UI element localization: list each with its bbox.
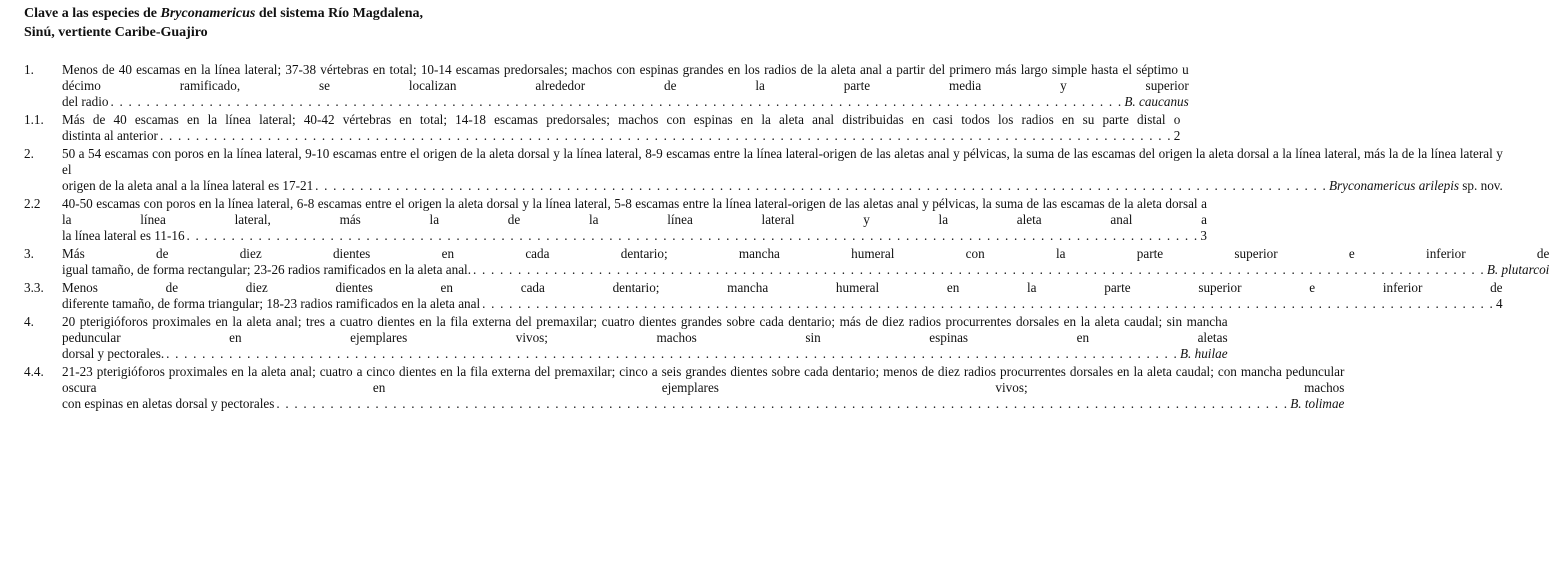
key-entry <box>24 112 1181 144</box>
entry-final-text: la línea lateral es 11-16 <box>62 228 185 243</box>
entry-description: 40-50 escamas con poros en la línea lateral, 6-8 escamas entre el origen la aleta dorsal y la línea lateral, 5-8 escamas entre la línea lateral-origen de las aletas anal y pélvicas, la suma de las escamas de la aleta dorsal a la línea lateral, más la de la línea lateral y la aleta anal a <box>62 196 1207 227</box>
target-name: B. caucanus <box>1124 94 1189 109</box>
key-entry <box>24 62 1189 110</box>
entry-number: 1.1. <box>24 112 44 127</box>
entry-final-text: igual tamaño, de forma rectangular; 23-26 radios ramificados en la aleta anal. <box>62 262 472 277</box>
dot-leader <box>473 262 1485 278</box>
title-genus: Bryconamericus <box>160 6 256 21</box>
entry-target <box>1124 94 1188 110</box>
target-name: B. tolimae <box>1290 396 1345 411</box>
key-entry <box>24 280 1503 312</box>
key-title <box>24 4 627 42</box>
key-entry <box>24 314 1228 362</box>
entry-final-text: del radio <box>62 94 109 109</box>
key-entry <box>24 364 1345 412</box>
entry-description: Más de diez dientes en cada dentario; mancha humeral con la parte superior e inferior de <box>62 246 1549 261</box>
dot-leader <box>187 228 1199 244</box>
target-name: 3 <box>1200 228 1207 243</box>
entry-final-line <box>62 346 1228 362</box>
target-name: Bryconamericus arilepis <box>1328 178 1459 193</box>
dot-leader <box>160 128 1172 144</box>
entry-final-text: con espinas en aletas dorsal y pectorales <box>62 396 275 411</box>
entry-number: 4.4. <box>24 364 44 379</box>
target-name: 4 <box>1495 296 1503 311</box>
entry-description: Menos de 40 escamas en la línea lateral; 37-38 vértebras en total; 10-14 escamas predorsales; machos con espinas grandes en los radios de la aleta anal a partir del primero más largo simple hasta el séptimo u décimo ramificado, se localizan alrededor de la parte media y superior <box>62 62 1189 93</box>
title-line-2: Sinú, vertiente Caribe-Guajiro <box>24 25 208 40</box>
entry-description: Menos de diez dientes en cada dentario; mancha humeral en la parte superior e inferior de <box>62 280 1503 295</box>
entry-final-line <box>62 178 1503 194</box>
dot-leader <box>111 94 1123 110</box>
entry-text <box>62 280 1503 312</box>
entry-number: 1. <box>24 62 34 77</box>
key-entry <box>24 246 1549 278</box>
dot-leader <box>166 346 1178 362</box>
entry-number: 3.3. <box>24 280 44 295</box>
dot-leader <box>276 396 1288 412</box>
entry-target <box>1174 128 1181 144</box>
entry-number: 2.2 <box>24 196 41 211</box>
entry-description: 21-23 pterigióforos proximales en la aleta anal; cuatro a cinco dientes en la fila externa del premaxilar; cinco a seis grandes dientes sobre cada dentario; menos de diez radios procurrentes dorsales en la aleta caudal; con mancha peduncular oscura en ejemplares vivos; machos <box>62 364 1345 395</box>
target-name: 2 <box>1173 128 1181 143</box>
entry-final-line <box>62 94 1189 110</box>
entry-target <box>1290 396 1344 412</box>
title-suffix: del sistema Río Magdalena, <box>258 6 423 21</box>
entry-target <box>1329 178 1503 194</box>
entry-final-text: origen de la aleta anal a la línea lateral es 17-21 <box>62 178 314 193</box>
entry-number: 4. <box>24 314 34 329</box>
entry-final-line <box>62 262 1549 278</box>
entry-text <box>62 196 1207 244</box>
target-name: B. plutarcoi <box>1486 262 1549 277</box>
entry-text <box>62 146 1503 194</box>
entry-target <box>1487 262 1549 278</box>
entry-target <box>1180 346 1228 362</box>
entry-final-line <box>62 396 1344 412</box>
entry-final-line <box>62 296 1503 312</box>
dot-leader <box>315 178 1327 194</box>
entry-text <box>62 314 1228 362</box>
entry-final-line <box>62 128 1180 144</box>
entry-text <box>62 62 1189 110</box>
entry-target <box>1496 296 1503 312</box>
key-entry <box>24 146 1503 194</box>
entry-number: 3. <box>24 246 34 261</box>
title-line-1 <box>24 4 627 23</box>
entry-text <box>62 246 1549 278</box>
target-name: B. huilae <box>1179 346 1228 361</box>
entry-description: Más de 40 escamas en la línea lateral; 40-42 vértebras en total; 14-18 escamas predorsales; machos con espinas en la aleta anal distribuidas en casi todos los radios en su parte distal o <box>62 112 1181 127</box>
entry-description: 20 pterigióforos proximales en la aleta anal; tres a cuatro dientes en la fila externa del premaxilar; cuatro dientes grandes sobre cada dentario; más de diez radios procurrentes dorsales en la aleta caudal; sin mancha peduncular en ejemplares vivos; machos sin espinas en aletas <box>62 314 1228 345</box>
entry-final-text: diferente tamaño, de forma triangular; 18-23 radios ramificados en la aleta anal <box>62 296 481 311</box>
entry-text <box>62 364 1344 412</box>
entry-final-line <box>62 228 1207 244</box>
key-entry <box>24 196 1207 244</box>
entry-text <box>62 112 1180 144</box>
entry-final-text: dorsal y pectorales. <box>62 346 165 361</box>
entry-final-text: distinta al anterior <box>62 128 158 143</box>
entry-target <box>1200 228 1207 244</box>
dot-leader <box>482 296 1494 312</box>
entry-number: 2. <box>24 146 34 161</box>
key-entries <box>24 62 1549 412</box>
target-suffix: sp. nov. <box>1462 178 1503 193</box>
entry-description: 50 a 54 escamas con poros en la línea lateral, 9-10 escamas entre el origen de la aleta dorsal y la línea lateral, 8-9 escamas entre la línea lateral-origen de las aletas anal y pélvicas, la suma de las escamas del origen la aleta dorsal a la línea lateral, más la de la línea lateral y el <box>62 146 1503 177</box>
title-prefix: Clave a las especies de <box>24 6 157 21</box>
